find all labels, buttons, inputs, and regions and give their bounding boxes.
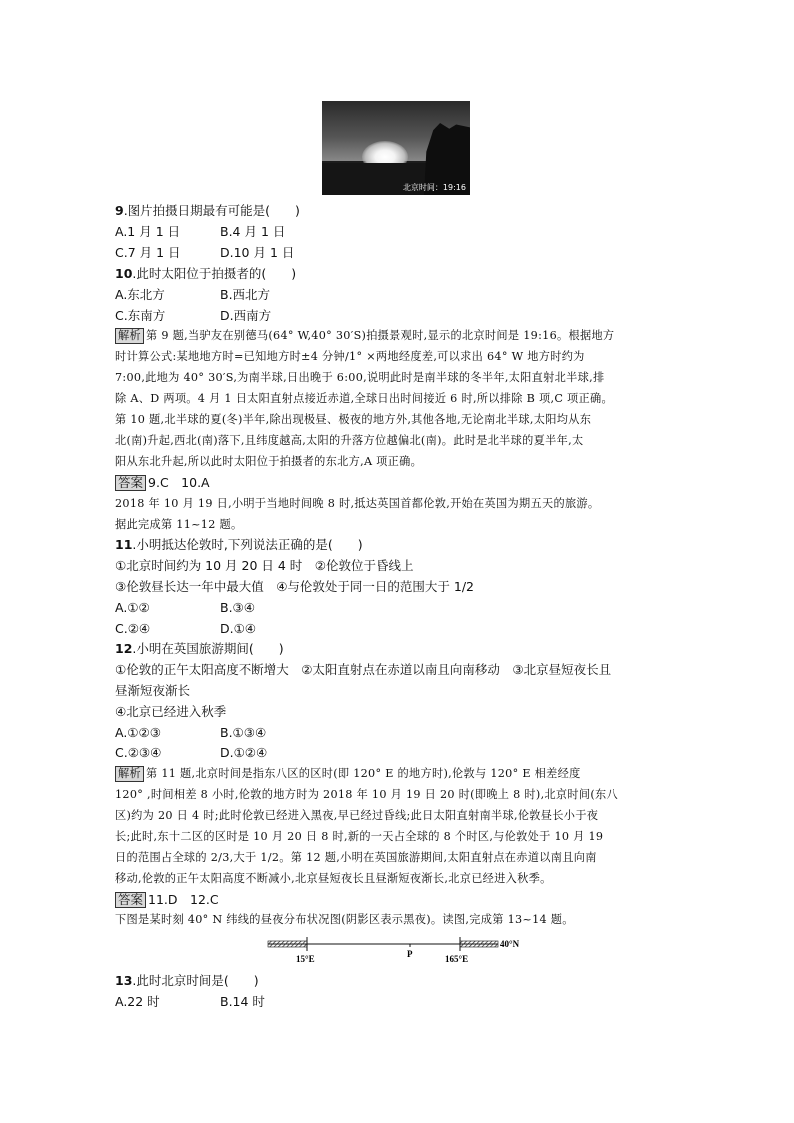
label-15e: 15°E [296,954,315,964]
day-night-diagram [262,933,542,969]
question-stem: .此时北京时间是( ) [132,973,259,988]
analysis-line: 解析 第 11 题,北京时间是指东八区的区时(即 120° E 的地方时),伦敦与 120° E 相差经度 [115,765,581,782]
analysis-line: 北(南)升起,西北(南)落下,且纬度越高,太阳的升落方位越偏北(南)。此时是北半球的夏半年,太 [115,434,584,447]
intro-line: 据此完成第 11~12 题。 [115,518,243,531]
question-stem: .小明抵达伦敦时,下列说法正确的是( ) [132,537,363,552]
question-12 [115,640,284,657]
option-a: A.东北方 [115,287,165,302]
option-d: D.西南方 [220,308,272,323]
answer-text: 11.D 12.C [148,892,219,907]
analysis-line: 区)约为 20 日 4 时;此时伦敦已经进入黑夜,早已经过昏线;此日太阳直射南半球,伦敦昼长小于夜 [115,809,599,822]
option-b: B.14 时 [220,994,265,1009]
analysis-line: 阳从东北升起,所以此时太阳位于拍摄者的东北方,A 项正确。 [115,455,423,468]
statement-line: ①北京时间约为 10 月 20 日 4 时 ②伦敦位于昏线上 [115,558,414,573]
label-165e: 165°E [445,954,469,964]
answer-tag: 答案 [115,892,146,908]
option-c: C.②③④ [115,745,162,760]
analysis-line: 除 A、D 两项。4 月 1 日太阳直射点接近赤道,全球日出时间接近 6 时,所以排除 B 项,C 项正确。 [115,392,613,405]
analysis-line: 120° ,时间相差 8 小时,伦敦的地方时为 2018 年 10 月 19 日 20 时(即晚上 8 时),北京时间(东八 [115,788,619,801]
analysis-line: 解析 第 9 题,当驴友在别德马(64° W,40° 30′S)拍摄景观时,显示的北京时间是 19:16。根据地方 [115,327,614,344]
intro-line: 下图是某时刻 40° N 纬线的昼夜分布状况图(阴影区表示黑夜)。读图,完成第 13~14 题。 [115,913,574,926]
question-number: 9 [115,203,124,218]
analysis-line: 第 10 题,北半球的夏(冬)半年,除出现极昼、极夜的地方外,其他各地,无论南北半球,太阳均从东 [115,413,592,426]
option-b: B.4 月 1 日 [220,224,286,239]
analysis-tag: 解析 [115,766,144,782]
question-stem: .小明在英国旅游期间( ) [132,641,284,656]
option-c: C.东南方 [115,308,166,323]
intro-line: 2018 年 10 月 19 日,小明于当地时间晚 8 时,抵达英国首都伦敦,开始在英国为期五天的旅游。 [115,497,600,510]
question-10 [115,265,296,282]
statement-line: ①伦敦的正午太阳高度不断增大 ②太阳直射点在赤道以南且向南移动 ③北京昼短夜长且 [115,662,612,677]
statement-line: ④北京已经进入秋季 [115,704,227,719]
option-b: B.①③④ [220,725,267,740]
analysis-line: 日的范围占全球的 2/3,大于 1/2。第 12 题,小明在英国旅游期间,太阳直射点在赤道以南且向南 [115,851,597,864]
question-stem: .图片拍摄日期最有可能是( ) [123,203,300,218]
option-a: A.①②③ [115,725,161,740]
option-a: A.22 时 [115,994,160,1009]
answer-tag: 答案 [115,475,146,491]
analysis-line: 7:00,此地为 40° 30′S,为南半球,日出晚于 6:00,说明此时是南半球的冬半年,太阳直射北半球,排 [115,371,605,384]
question-11 [115,536,363,553]
answer-text: 9.C 10.A [148,475,210,490]
question-number: 13 [115,973,133,988]
lat-label: 40°N [500,939,520,949]
option-d: D.①②④ [220,745,268,760]
question-number: 12 [115,641,133,656]
option-c: C.7 月 1 日 [115,245,181,260]
answer-line [115,891,219,908]
option-c: C.②④ [115,621,151,636]
analysis-line: 长;此时,东十二区的区时是 10 月 20 日 8 时,新的一天占全球的 8 个时区,与伦敦处于 10 月 19 [115,830,604,843]
option-b: B.③④ [220,600,255,615]
night-region-right [460,941,498,947]
question-13 [115,972,259,989]
question-number: 10 [115,266,133,281]
option-a: A.①② [115,600,150,615]
option-d: D.10 月 1 日 [220,245,295,260]
question-stem: .此时太阳位于拍摄者的( ) [132,266,297,281]
question-number: 11 [115,537,133,552]
option-a: A.1 月 1 日 [115,224,181,239]
statement-line: 昼渐短夜渐长 [115,683,191,698]
question-9 [115,202,300,219]
photo-caption: 北京时间：19:16 [402,183,466,192]
sunset-photo [322,101,470,195]
analysis-tag: 解析 [115,328,144,344]
answer-line [115,474,210,491]
analysis-line: 移动,伦敦的正午太阳高度不断减小,北京昼短夜长且昼渐短夜渐长,北京已经进入秋季。 [115,872,552,885]
label-p: P [407,949,413,959]
analysis-line: 时计算公式:某地地方时=已知地方时±4 分钟/1° ×两地经度差,可以求出 64° W 地方时约为 [115,350,585,363]
option-d: D.①④ [220,621,257,636]
night-region-left [268,941,307,947]
statement-line: ③伦敦昼长达一年中最大值 ④与伦敦处于同一日的范围大于 1/2 [115,579,475,594]
option-b: B.西北方 [220,287,271,302]
